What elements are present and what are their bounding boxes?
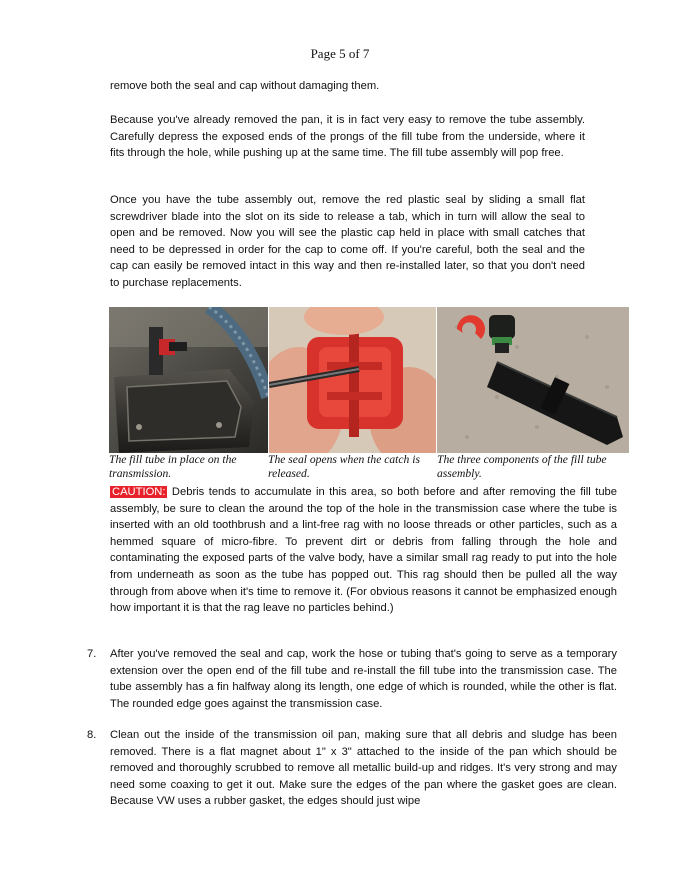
step-number: 7. (87, 648, 97, 660)
caution-label: CAUTION: (112, 486, 166, 498)
page-number: Page 5 of 7 (310, 46, 370, 61)
step-number: 8. (87, 729, 97, 741)
paragraph-continued: remove both the seal and cap without damaging them. (110, 80, 380, 92)
step-text: After you've removed the seal and cap, work the hose or tubing that's going to serve as a temporary extension over the open end of the fill tube and re-install the fill tube into the transmission case. The tube assembly has a fin halfway along its length, one edge of which is rounded, while the other is flat. The rounded edge goes against the transmission case. (110, 648, 617, 710)
photo-fill-tube-on-transmission (109, 307, 268, 453)
caption-seal-opens: The seal opens when the catch is released. (268, 453, 420, 480)
paragraph-remove-tube: Because you've already removed the pan, it is in fact very easy to remove the tube assembly. Carefully depress the exposed ends of the prongs of the fill tube from the underside, where it fits through the hole, while pushing up at the same time. The fill tube assembly will pop free. (110, 114, 585, 160)
caption-fill-tube: The fill tube in place on the transmission. (109, 453, 237, 480)
paragraph-remove-seal: Once you have the tube assembly out, remove the red plastic seal by sliding a small flat screwdriver blade into the slot on its side to release a tab, which in turn will allow the seal to open and be removed. Now you will see the plastic cap held in place with small catches that need to be depressed in order for the cap to come off. If you're careful, both the seal and the cap can easily be removed intact in this way and then re-installed later, so that you don't need to purchase replacements. (110, 194, 585, 289)
photo-strip (109, 307, 629, 453)
photo-seal-opening (269, 307, 436, 453)
photo-three-components (437, 307, 629, 453)
step-text: Clean out the inside of the transmission oil pan, making sure that all debris and sludge has been removed. There is a flat magnet about 1" x 3" attached to the inside of the pan which should be removed and thoroughly scrubbed to remove all metallic build-up and ridges. It's very strong and may need some coaxing to get it out. Make sure the edges of the pan where the gasket goes are clean. Because VW uses a rubber gasket, the edges should just wipe (110, 729, 617, 808)
caution-paragraph (110, 484, 617, 617)
caption-three-components: The three components of the fill tube assembly. (437, 453, 607, 480)
caution-text: Debris tends to accumulate in this area, so both before and after removing the fill tube assembly, be sure to clean the around the top of the hole in the transmission case where the tube is inserted with an old toothbrush and a lint-free rag with no loose threads or other particles, such as a hemmed square of micro-fibre. To prevent dirt or debris from falling through the hole and contaminating the exposed parts of the valve body, have a similar small rag ready to put into the hole from underneath as soon as the tube has popped out. This rag should then be pulled all the way through from above when it's time to remove it. (For obvious reasons it cannot be emphasized enough how important it is that the rag leave no particles behind.) (110, 486, 617, 615)
